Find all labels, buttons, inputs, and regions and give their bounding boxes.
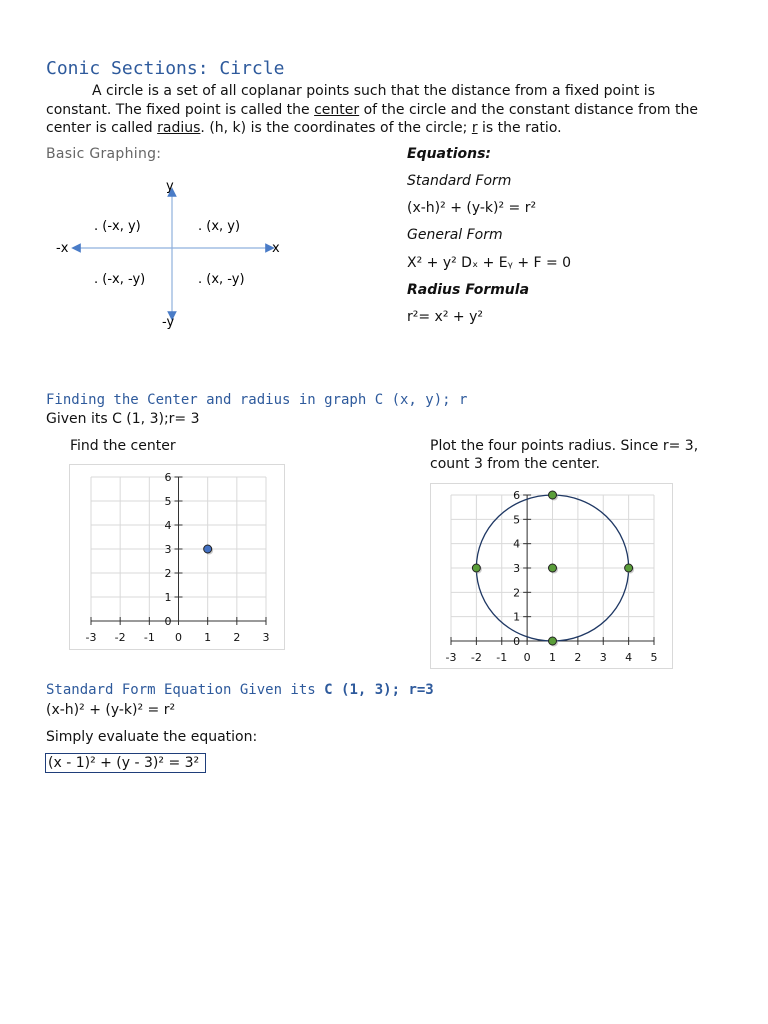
- y-tick-label: 2: [513, 586, 521, 600]
- y-tick-label: 5: [164, 495, 172, 508]
- radius-term: radius: [157, 120, 201, 136]
- radius-formula-equation: r²= x² + y²: [407, 309, 483, 325]
- x-tick-label: 1: [204, 631, 212, 644]
- y-tick-label: 6: [513, 489, 521, 502]
- quadrant-2-point: . (-x, y): [94, 219, 141, 234]
- quadrant-1-point: . (x, y): [198, 219, 241, 234]
- data-point: [549, 637, 557, 645]
- x-tick-label: -3: [85, 631, 97, 644]
- y-tick-label: 1: [513, 610, 521, 624]
- x-tick-label: 4: [625, 651, 633, 664]
- y-top-label: y: [166, 179, 174, 194]
- answer-equation-box: (x - 1)² + (y - 3)² = 3²: [45, 753, 206, 773]
- equations-heading: Equations:: [407, 146, 492, 162]
- y-tick-label: 4: [513, 537, 521, 551]
- y-tick-label: 4: [164, 519, 172, 532]
- x-tick-label: 5: [650, 651, 658, 664]
- given-text: Given its C (1, 3);r= 3: [46, 411, 200, 427]
- general-form-equation: X² + y² Dₓ + Eᵧ + F = 0: [407, 255, 572, 271]
- basic-graphing-label: Basic Graphing:: [46, 146, 162, 162]
- x-tick-label: -2: [114, 631, 126, 644]
- standard-form-equation: (x-h)² + (y-k)² = r²: [407, 200, 537, 216]
- quadrant-diagram: [40, 170, 300, 340]
- y-bottom-label: -y: [162, 315, 175, 330]
- center-chart: [69, 464, 285, 650]
- radius-formula-label: Radius Formula: [407, 282, 530, 298]
- plot-instruction-line2: count 3 from the center.: [430, 456, 600, 472]
- x-tick-label: -1: [143, 631, 155, 644]
- quadrant-4-point: . (x, -y): [198, 272, 245, 287]
- y-tick-label: 6: [164, 471, 172, 484]
- y-tick-label: 0: [513, 635, 521, 648]
- center-term: center: [314, 101, 360, 118]
- quadrant-3-point: . (-x, -y): [94, 272, 146, 287]
- x-tick-label: 1: [549, 651, 556, 664]
- standard-form-heading-text: Standard Form Equation Given its: [46, 682, 325, 698]
- x-tick-label: 0: [523, 651, 531, 664]
- x-left-label: -x: [56, 241, 69, 256]
- r-term: r: [471, 120, 478, 136]
- section-standard-form-heading: [46, 682, 434, 698]
- x-tick-label: -3: [445, 651, 457, 664]
- evaluate-instruction: Simply evaluate the equation:: [46, 729, 258, 745]
- x-tick-label: 3: [262, 631, 270, 644]
- y-tick-label: 3: [513, 562, 521, 575]
- find-center-label: Find the center: [70, 438, 176, 454]
- x-tick-label: -2: [470, 651, 482, 664]
- data-point: [472, 564, 480, 572]
- data-point: [549, 491, 557, 499]
- intro-text-4: is the ratio.: [477, 120, 562, 136]
- x-right-label: x: [272, 241, 280, 256]
- page-title: Conic Sections: Circle: [46, 58, 285, 79]
- data-point: [204, 545, 212, 553]
- data-point: [625, 564, 633, 572]
- circle-chart: [430, 483, 673, 669]
- intro-paragraph: [46, 82, 722, 138]
- plot-instruction-line1: Plot the four points radius. Since r= 3,: [430, 438, 699, 454]
- center-chart-frame: [70, 465, 285, 650]
- section-finding-center-heading: Finding the Center and radius in graph C (x, y); r: [46, 392, 468, 408]
- intro-text-3: . (h, k) is the coordinates of the circle;: [200, 120, 472, 136]
- standard-form-label: Standard Form: [407, 173, 512, 189]
- intro-text-2: of the circle and the constant distance from the center is called: [46, 101, 698, 136]
- x-tick-label: 2: [574, 651, 582, 664]
- x-tick-label: 0: [175, 631, 182, 644]
- y-tick-label: 5: [513, 513, 521, 527]
- data-point: [549, 564, 557, 572]
- y-tick-label: 2: [164, 567, 172, 580]
- standard-form-generic-equation: (x-h)² + (y-k)² = r²: [46, 702, 176, 718]
- general-form-label: General Form: [407, 227, 503, 243]
- intro-text-1: A circle is a set of all coplanar points such that the distance from a fixed point is constant. The fixed point is called the: [46, 83, 655, 118]
- standard-form-heading-bold: C (1, 3); r=3: [324, 682, 434, 698]
- y-tick-label: 0: [164, 615, 172, 628]
- y-tick-label: 3: [164, 543, 172, 556]
- y-tick-label: 1: [164, 591, 172, 604]
- x-tick-label: 2: [233, 631, 241, 644]
- x-tick-label: -1: [496, 651, 508, 664]
- x-tick-label: 3: [599, 651, 607, 664]
